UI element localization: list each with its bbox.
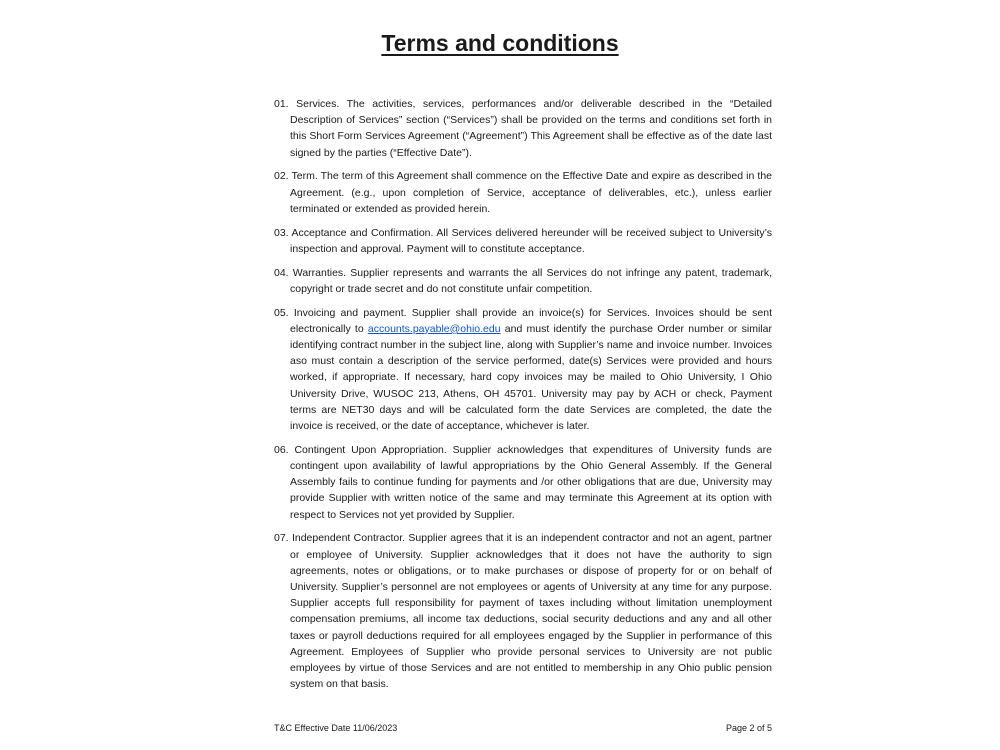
- clauses-list: [274, 96, 772, 700]
- clause-02-term: 02. Term. The term of this Agreement shall commence on the Effective Date and expire as described in the Agreement. (e.g., upon completion of Service, acceptance of deliverables, etc.), unless earlier terminated or extended as provided herein.: [274, 170, 772, 215]
- clause-07-contractor: 07. Independent Contractor. Supplier agrees that it is an independent contractor and not an agent, partner or employee of University. Supplier acknowledges that it does not have the authority to sign agreements, notes or obligations, or to make purchases or dispose of property for or on behalf of University. Supplier’s personnel are not employees or agents of University at any time for any purpose. Supplier accepts full responsibility for payment of taxes including without limitation unemployment compensation premiums, all income tax deductions, social security deductions and any and all other taxes or payroll deductions required for all employees engaged by the Supplier in performance of this Agreement. Employees of Supplier who provide personal services to University are not public employees by virtue of those Services and are not entitled to membership in any Ohio public pension system on that basis.: [274, 532, 772, 691]
- clause-05-text-before: 05. Invoicing and payment. Supplier shall provide an invoice(s) for Services. Invoices should be sent electronically to: [274, 306, 772, 335]
- clause-01-services: 01. Services. The activities, services, performances and/or deliverable described in the “Detailed Description of Services” section (“Services”) shall be provided on the terms and conditions set forth in this Short Form Services Agreement (“Agreement”) This Agreement shall be effective as of the date last signed by the parties (“Effective Date”).: [274, 98, 772, 159]
- clause-05-invoicing: [274, 305, 772, 435]
- clause-04-warranties: 04. Warranties. Supplier represents and warrants the all Services do not infringe any patent, trademark, copyright or trade secret and do not constitute unfair competition.: [274, 266, 772, 295]
- clause-06-appropriation: 06. Contingent Upon Appropriation. Supplier acknowledges that expenditures of University funds are contingent upon availability of lawful appropriations by the Ohio General Assembly. If the General Assembly fails to continue funding for payments and /or other obligations that are due, University may provide Supplier with written notice of the same and may terminate this Agreement at its option with respect to Services not yet provided by Supplier.: [274, 443, 772, 521]
- page-title: [0, 30, 1000, 57]
- email-link[interactable]: accounts.payable@ohio.edu: [367, 322, 501, 335]
- clause-03-acceptance: 03. Acceptance and Confirmation. All Services delivered hereunder will be received subject to University’s inspection and approval. Payment will to constitute acceptance.: [274, 226, 772, 255]
- footer-effective-date: T&C Effective Date 11/06/2023: [274, 723, 398, 733]
- footer-page-number: Page 2 of 5: [725, 723, 772, 733]
- clause-05-text-after: and must identify the purchase Order number or similar identifying contract number in the subject line, along with Supplier’s name and invoice number. Invoices aso must contain a description of the service performed, date(s) Services were provided and hours worked, if appropriate. If necessary, hard copy invoices may be mailed to Ohio University, I Ohio University Drive, WUSOC 213, Athens, OH 45701. University may pay by ACH or check, Payment terms are NET30 days and will be calculated form the date Services are completed, the date the invoice is received, or the date of acceptance, whichever is later.: [290, 322, 772, 433]
- page-title-text: Terms and conditions: [381, 30, 619, 56]
